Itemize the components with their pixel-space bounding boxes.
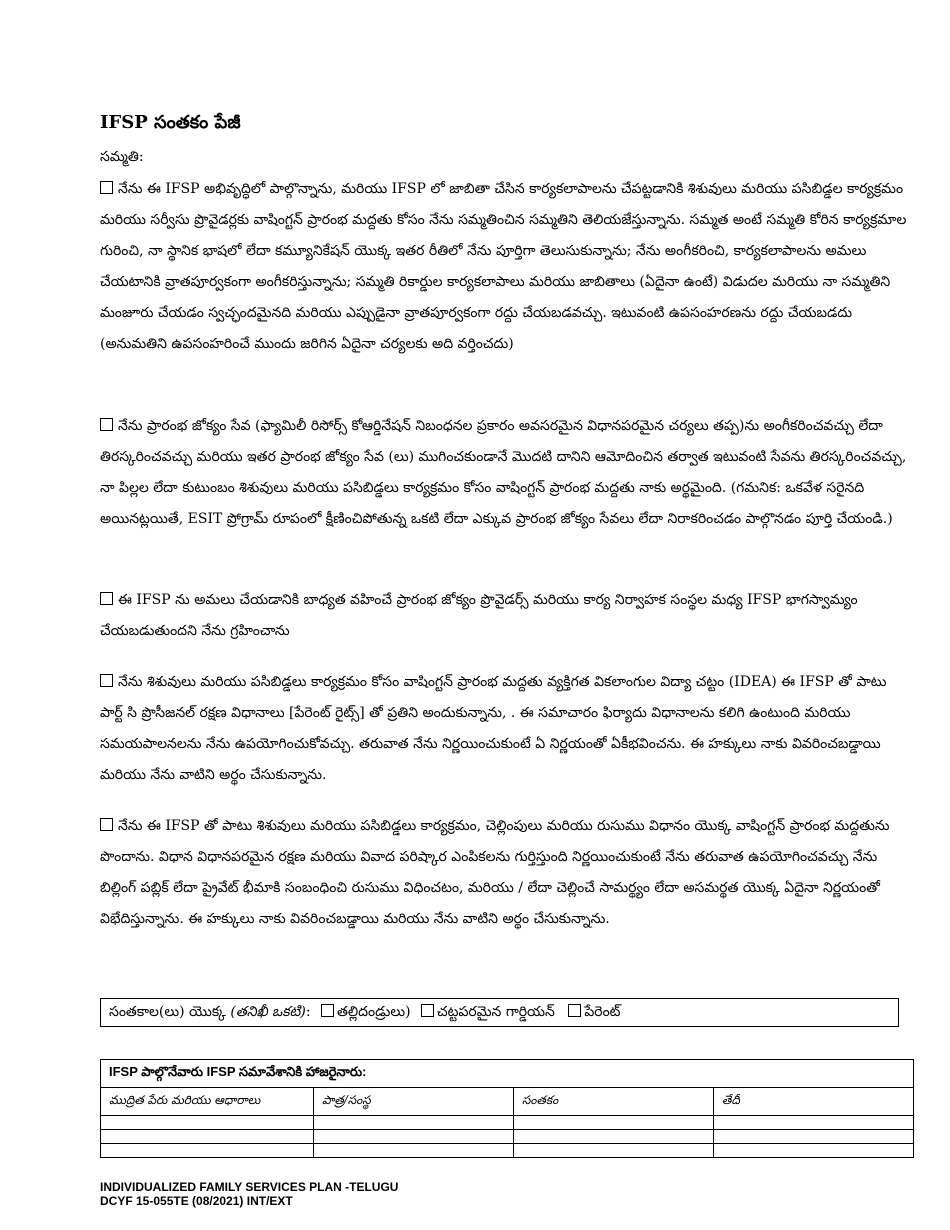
signature-cell[interactable] bbox=[514, 1144, 714, 1158]
table-row bbox=[101, 1130, 914, 1144]
table-row bbox=[101, 1116, 914, 1130]
consent-item-accept-decline bbox=[100, 411, 910, 535]
name-cell[interactable] bbox=[101, 1144, 314, 1158]
consent-text: నేను ఈ IFSP తో పాటు శిశువులు మరియు పసిబిడ్డలు కార్యక్రమం, చెల్లింపులు మరియు రుసుము విధానం యొక్క వాషింగ్టన్ ప్రారంభ మద్దతును పొందాను. విధాన విధానపరమైన రక్షణ మరియు వివాద పరిష్కార ఎంపికలను గుర్తిస్తుంది నిర్ణయించుకుంటే నేను తరువాత ఉపయోగించవచ్చు నేను బిల్లింగ్ పబ్లిక్ లేదా ప్రైవేట్ భీమాకి సంబంధించి రుసుము విధించటం, మరియు / లేదా చెల్లించే సామర్థ్యం లేదా అసమర్థత యొక్క ఏదైనా నిర్ణయంతో విభేదిస్తున్నాను. ఈ హక్కులు నాకు వివరించబడ్డాయి మరియు నేను వాటిని అర్థం చేసుకున్నాను. bbox=[100, 818, 890, 927]
participation-checkbox[interactable] bbox=[100, 181, 113, 194]
signer-type-hint: (తనిఖీ ఒకటి) bbox=[230, 1004, 306, 1020]
role-cell[interactable] bbox=[314, 1130, 514, 1144]
name-cell[interactable] bbox=[101, 1130, 314, 1144]
role-cell[interactable] bbox=[314, 1116, 514, 1130]
consent-item-rights-received bbox=[100, 667, 910, 791]
accept-decline-checkbox[interactable] bbox=[100, 418, 113, 431]
consent-text: నేను శిశువులు మరియు పసిబిడ్డలు కార్యక్రమం కోసం వాషింగ్టన్ ప్రారంభ మద్దతు వ్యక్తిగత వికలాంగుల విద్యా చట్టం (IDEA) ఈ IFSP తో పాటు పార్ట్ సి ప్రొసీజనల్ రక్షణ విధానాలు [పేరెంట్ రైట్స్] తో ప్రతిని అందుకున్నాను, . ఈ సమాచారం ఫిర్యాదు విధానాలను కలిగి ఉంటుంది మరియు సమయపాలనలను నేను ఉపయోగించుకోవచ్చు. తరువాత నేను నిర్ణయించుకుంటే ఏ నిర్ణయంతో ఏకీభవించను. ఈ హక్కులు నాకు వివరించబడ్డాయి మరియు నేను వాటిని అర్థం చేసుకున్నాను. bbox=[100, 674, 887, 783]
footer-form-title: INDIVIDUALIZED FAMILY SERVICES PLAN -TELUGU bbox=[100, 1180, 399, 1194]
legal-guardian-option-label: చట్టపరమైన గార్డియన్ bbox=[437, 1004, 555, 1020]
legal-guardian-checkbox[interactable] bbox=[421, 1004, 434, 1017]
signer-type-colon: : bbox=[305, 1004, 311, 1020]
consent-label: సమ్మతి: bbox=[100, 149, 144, 165]
date-cell[interactable] bbox=[714, 1130, 914, 1144]
page-title: IFSP సంతకం పేజీ bbox=[100, 112, 241, 133]
consent-item-sharing bbox=[100, 585, 910, 647]
signer-type-label: సంతకాల(లు) యొక్క bbox=[109, 1004, 226, 1020]
role-cell[interactable] bbox=[314, 1144, 514, 1158]
consent-item-payments-policy bbox=[100, 811, 910, 935]
name-cell[interactable] bbox=[101, 1116, 314, 1130]
attendance-table-header: IFSP పాల్గొనేవారు IFSP సమావేశానికి హాజరైనారు: bbox=[101, 1060, 914, 1088]
signature-cell[interactable] bbox=[514, 1130, 714, 1144]
parents-checkbox[interactable] bbox=[321, 1004, 334, 1017]
payments-policy-checkbox[interactable] bbox=[100, 818, 113, 831]
signature-cell[interactable] bbox=[514, 1116, 714, 1130]
consent-item-participation bbox=[100, 174, 910, 360]
form-footer bbox=[100, 1180, 398, 1208]
signer-type-box bbox=[100, 998, 899, 1027]
column-header-date: తేదీ bbox=[714, 1088, 914, 1116]
column-header-name: ముద్రిత పేరు మరియు ఆధారాలు bbox=[101, 1088, 314, 1116]
column-header-role: పాత్ర/సంస్థ bbox=[314, 1088, 514, 1116]
attendance-table bbox=[100, 1059, 914, 1158]
consent-text: ఈ IFSP ను అమలు చేయడానికి బాధ్యత వహించే ప్రారంభ జోక్యం ప్రొవైడర్స్ మరియు కార్య నిర్వాహక సంస్థల మధ్య IFSP భాగస్వామ్యం చేయబడుతుందని నేను గ్రహించాను bbox=[100, 592, 858, 639]
date-cell[interactable] bbox=[714, 1144, 914, 1158]
consent-text: నేను ఈ IFSP అభివృద్ధిలో పాల్గొన్నాను, మరియు IFSP లో జాబితా చేసిన కార్యకలాపాలను చేపట్టడానికి శిశువులు మరియు పసిబిడ్డల కార్యక్రమం మరియు సర్వీసు ప్రొవైడర్లకు వాషింగ్టన్ ప్రారంభ మద్దతు కోసం నేను సమ్మతించిన సమ్మతిని తెలియజేస్తున్నాను. సమ్మత అంటే సమ్మతి కోరిన కార్యక్రమాల గురించి, నా స్థానిక భాషలో లేదా కమ్యూనికేషన్ యొక్క ఇతర రీతిలో నేను పూర్తిగా తెలుసుకున్నాను; నేను అంగీకరించి, కార్యకలాపాలను అమలు చేయటానికి వ్రాతపూర్వకంగా అంగీకరిస్తున్నాను; సమ్మతి రికార్డుల కార్యకలాపాలు మరియు జాబితాలు (ఏదైనా ఉంటే) విడుదల మరియు నా సమ్మతిని మంజూరు చేయడం స్వచ్ఛందమైనది మరియు ఎప్పుడైనా వ్రాతపూర్వకంగా రద్దు చేయబడవచ్చు. ఇటువంటి ఉపసంహరణను రద్దు చేయబడదు (అనుమతిని ఉపసంహరించే ముందు జరిగిన ఏదైనా చర్యలకు అది వర్తించదు) bbox=[100, 181, 907, 352]
parent-option-label: పేరెంట్ bbox=[584, 1004, 621, 1020]
parent-checkbox[interactable] bbox=[568, 1004, 581, 1017]
parents-option-label: తల్లిదండ్రులు) bbox=[337, 1004, 411, 1020]
column-header-signature: సంతకం bbox=[514, 1088, 714, 1116]
table-row bbox=[101, 1144, 914, 1158]
consent-text: నేను ప్రారంభ జోక్యం సేవ (ఫ్యామిలీ రిసోర్స్ కోఆర్డినేషన్ నిబంధనల ప్రకారం అవసరమైన విధానపరమైన చర్యలు తప్ప)ను అంగీకరించవచ్చు లేదా తిరస్కరించవచ్చు మరియు ఇతర ప్రారంభ జోక్యం సేవ (లు) ముగించకుండానే మొదటి దానిని ఆమోదించిన తర్వాత ఇటువంటి సేవను తిరస్కరించవచ్చు, నా పిల్లల లేదా కుటుంబం శిశువులు మరియు పసిబిడ్డలు కార్యక్రమం కోసం వాషింగ్టన్ ప్రారంభ మద్దతు నాకు అర్థమైంది. (గమనిక: ఒకవేళ సరైనది అయినట్లయితే, ESIT ప్రోగ్రామ్ రూపంలో క్షీణించిపోతున్న ఒకటి లేదా ఎక్కువ ప్రారంభ జోక్యం సేవలు లేదా నిరాకరించడం పాల్గొనడం పూర్తి చేయండి.) bbox=[100, 418, 907, 527]
footer-form-number: DCYF 15-055TE (08/2021) INT/EXT bbox=[100, 1194, 293, 1208]
sharing-checkbox[interactable] bbox=[100, 592, 113, 605]
rights-received-checkbox[interactable] bbox=[100, 674, 113, 687]
date-cell[interactable] bbox=[714, 1116, 914, 1130]
